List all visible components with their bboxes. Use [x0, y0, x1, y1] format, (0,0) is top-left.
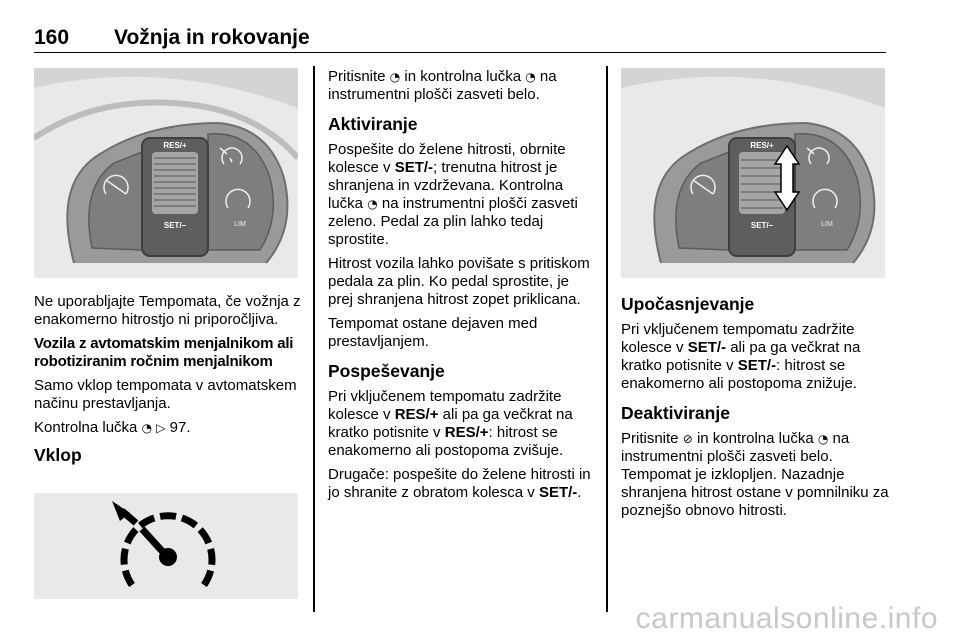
steering-controls-illustration — [34, 68, 298, 278]
column-2 — [328, 68, 594, 508]
text-span: : hitrost se enakomerno ali postopoma zvišuje. — [328, 424, 564, 459]
lim-label: LIM — [821, 221, 833, 228]
text-span: in kontrolna lučka — [696, 430, 814, 447]
thumbwheel-illustration — [621, 68, 885, 278]
cruise-indicator-icon: ◔ — [141, 421, 153, 435]
alternative-paragraph — [328, 466, 594, 502]
res-plus-label: RES/+ — [163, 141, 187, 150]
upocasnjevanje-heading: Upočasnjevanje — [621, 294, 755, 314]
watermark: carmanualsonline.info — [635, 602, 938, 635]
column-divider-1 — [313, 66, 315, 612]
text-span: na instrumentni plošči zasveti belo. Tempomat je izklopljen. Nazadnje shranjena hitrost ostane v pomnilniku za poznejšo obnovo hitrosti. — [621, 430, 889, 519]
pospesevanje-heading: Pospeševanje — [328, 361, 445, 381]
text-span: : hitrost se enakomerno ali postopoma znižuje. — [621, 357, 857, 392]
decrease-speed-paragraph — [621, 321, 891, 393]
text-span: ali pa ga večkrat na kratko potisnite v — [328, 406, 573, 441]
cruise-symbol-illustration — [34, 493, 298, 599]
page-reference-icon: ▷ — [156, 421, 166, 435]
column-divider-2 — [606, 66, 608, 612]
lim-label: LIM — [234, 221, 246, 228]
text-span: ; trenutna hitrost je shranjena in vzdrževana. Kontrolna lučka — [328, 159, 564, 212]
chapter-title: Vožnja in rokovanje — [114, 26, 310, 49]
indicator-reference-text: Kontrolna lučka — [34, 419, 138, 436]
automatic-paragraph: Samo vklop tempomata v avtomatskem načinu prestavljanja. — [34, 377, 297, 412]
set-minus-label: SET/– — [163, 221, 187, 230]
column-3 — [621, 294, 891, 526]
shifting-paragraph: Tempomat ostane dejaven med prestavljanjem. — [328, 315, 538, 350]
text-span: Pri vključenem tempomatu zadržite kolesce v — [328, 388, 562, 423]
text-span: ali pa ga večkrat na kratko potisnite v — [621, 339, 861, 374]
increase-speed-paragraph — [328, 388, 594, 460]
switch-on-paragraph — [328, 68, 594, 104]
page-header — [34, 18, 886, 53]
cruise-off-button-icon: ⊘ — [682, 432, 693, 446]
vklop-heading: Vklop — [34, 445, 82, 465]
column-1 — [34, 293, 302, 472]
activation-paragraph — [328, 141, 594, 249]
deaktiviranje-heading: Deaktiviranje — [621, 403, 730, 423]
set-minus-bold: SET/- — [687, 339, 727, 356]
deactivation-paragraph — [621, 430, 891, 520]
text-span: Drugače: pospešite do želene hitrosti in jo shranite z obratom kolesca v — [328, 466, 591, 501]
text-span: . — [577, 484, 582, 501]
indicator-reference — [34, 419, 302, 437]
text-span: in kontrolna lučka — [404, 68, 522, 85]
res-plus-label: RES/+ — [750, 141, 774, 150]
warning-paragraph: Ne uporabljajte Tempomata, če vožnja z enakomerno hitrostjo ni priporočljiva. — [34, 293, 301, 328]
aktiviranje-heading: Aktiviranje — [328, 114, 418, 134]
text-span: Pospešite do želene hitrosti, obrnite kolesce v — [328, 141, 566, 176]
text-span: Pri vključenem tempomatu zadržite kolesce v — [621, 321, 855, 356]
cruise-indicator-icon: ◔ — [525, 70, 536, 84]
page-number: 160 — [34, 26, 70, 49]
text-span: Pritisnite — [621, 430, 679, 447]
page-reference: 97. — [169, 419, 191, 436]
res-plus-bold: RES/+ — [444, 424, 489, 441]
cruise-indicator-icon: ◔ — [367, 197, 378, 211]
automatic-transmission-heading: Vozila z avtomatskim menjalnikom ali robotiziranim ročnim menjalnikom — [34, 335, 294, 370]
text-span: na instrumentni plošči zasveti belo. — [328, 68, 557, 103]
cruise-button-icon: ◔ — [389, 70, 401, 84]
text-span: na instrumentni plošči zasveti zeleno. Pedal za plin lahko tedaj sprostite. — [328, 195, 578, 248]
cruise-icon-figure — [34, 493, 298, 599]
cruise-indicator-icon: ◔ — [817, 432, 829, 446]
accelerate-paragraph: Hitrost vozila lahko povišate s pritiskom pedala za plin. Ko pedal sprostite, je prej shranjena hitrost zopet priklicana. — [328, 255, 590, 308]
set-minus-bold: SET/- — [737, 357, 777, 374]
set-minus-bold: SET/- — [538, 484, 578, 501]
thumbwheel-figure — [621, 68, 885, 278]
res-plus-bold: RES/+ — [394, 406, 439, 423]
set-minus-label: SET/– — [750, 221, 774, 230]
set-minus-bold: SET/- — [394, 159, 434, 176]
steering-controls-figure — [34, 68, 298, 278]
text-span: Pritisnite — [328, 68, 386, 85]
